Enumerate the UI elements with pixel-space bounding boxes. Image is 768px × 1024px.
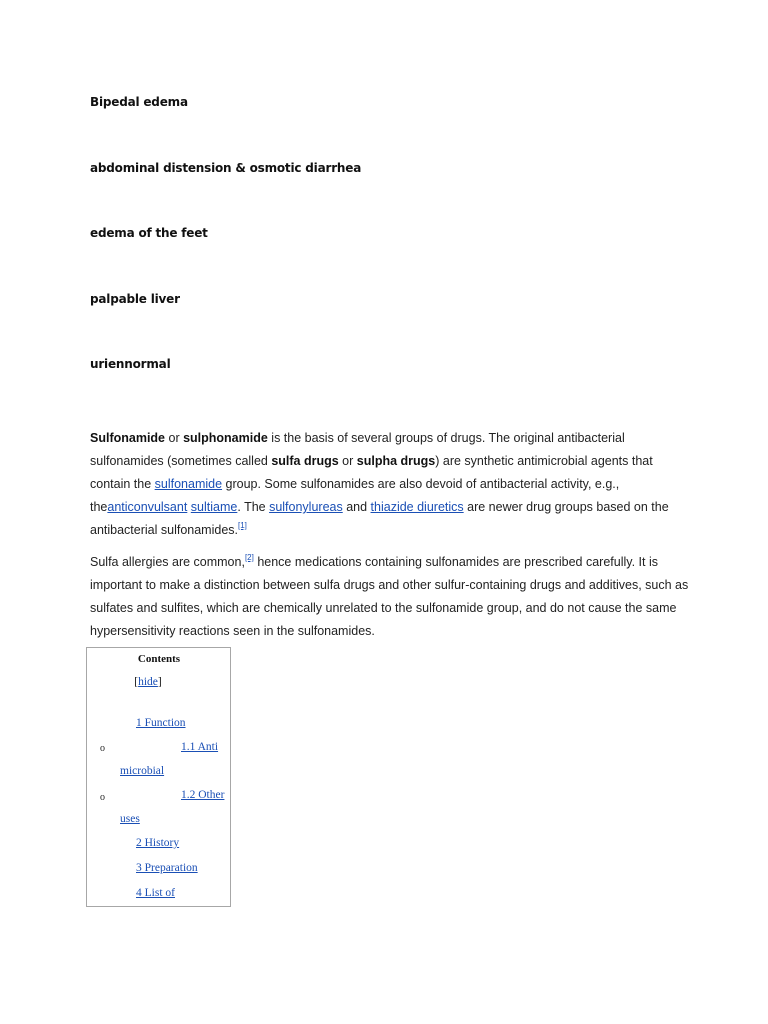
term-sulphonamide: sulphonamide [183,431,268,445]
toc-item-list[interactable]: 4 List of [136,887,175,899]
term-sulfonamide: Sulfonamide [90,431,166,445]
reference-1-link[interactable]: [1] [238,521,247,530]
link-sulfonylureas[interactable]: sulfonylureas [269,500,343,514]
heading-uriennormal: uriennormal [90,357,171,371]
circle-bullet-icon: o [100,743,105,754]
heading-bipedal-edema: Bipedal edema [90,95,188,109]
text-segment: . The [237,500,270,514]
toc-bracket-close: ] [157,676,162,688]
reference-2[interactable] [245,553,254,562]
toc-item-function[interactable]: 1 Function [136,717,186,729]
text-segment: and [342,500,371,514]
link-thiazide-diuretics[interactable]: thiazide diuretics [370,500,464,514]
toc-item-antimicrobial-cont[interactable]: microbial [120,765,165,777]
toc-hide-toggle[interactable] [87,676,209,688]
reference-2-link[interactable]: [2] [244,553,254,562]
sulfonamide-paragraph [90,427,690,542]
text-segment: group. Some sulfonamides are also devoid of antibacterial activity, e.g., the [90,477,620,514]
circle-bullet-icon: o [100,792,105,803]
toc-item-history[interactable]: 2 History [136,837,180,849]
text-segment: is the basis of several groups of drugs. The original antibacterial sulfonamides (sometimes called [90,431,625,468]
heading-abdominal-distension: abdominal distension & osmotic diarrhea [90,161,362,175]
toc-item-other-uses[interactable]: 1.2 Other [181,789,225,801]
toc-item-other-uses-cont[interactable]: uses [120,813,140,825]
text-segment: or [338,454,357,468]
text-segment: Sulfa allergies are common, [90,555,245,569]
toc-bracket-open: [ [134,676,139,688]
term-sulpha-drugs: sulpha drugs [356,454,436,468]
link-anticonvulsant[interactable]: anticonvulsant [107,500,188,514]
toc-item-antimicrobial[interactable]: 1.1 Anti [181,741,219,753]
text-segment: or [165,431,184,445]
table-of-contents [86,647,231,907]
reference-1[interactable] [238,521,247,530]
heading-palpable-liver: palpable liver [90,292,180,306]
toc-hide-link[interactable]: hide [138,676,158,688]
text-segment: hence medications containing sulfonamides are prescribed carefully. It is important to make a distinction between sulfa drugs and other sulfur-containing drugs and additives, such as sulfates and sulfites, which are chemically unrelated to the sulfonamide group, and do not cause the same hypersensitivity reactions seen in the sulfonamides. [90,555,689,638]
text-segment: ) are synthetic antimicrobial agents that contain the [90,454,653,491]
sulfa-allergy-paragraph [90,551,690,643]
link-sultiame[interactable]: sultiame [190,500,238,514]
text-segment: are newer drug groups based on the antibacterial sulfonamides. [90,500,669,537]
toc-title: Contents [137,653,181,665]
term-sulfa-drugs: sulfa drugs [271,454,339,468]
link-sulfonamide[interactable]: sulfonamide [154,477,223,491]
heading-edema-feet: edema of the feet [90,226,208,240]
toc-item-preparation[interactable]: 3 Preparation [136,862,198,874]
